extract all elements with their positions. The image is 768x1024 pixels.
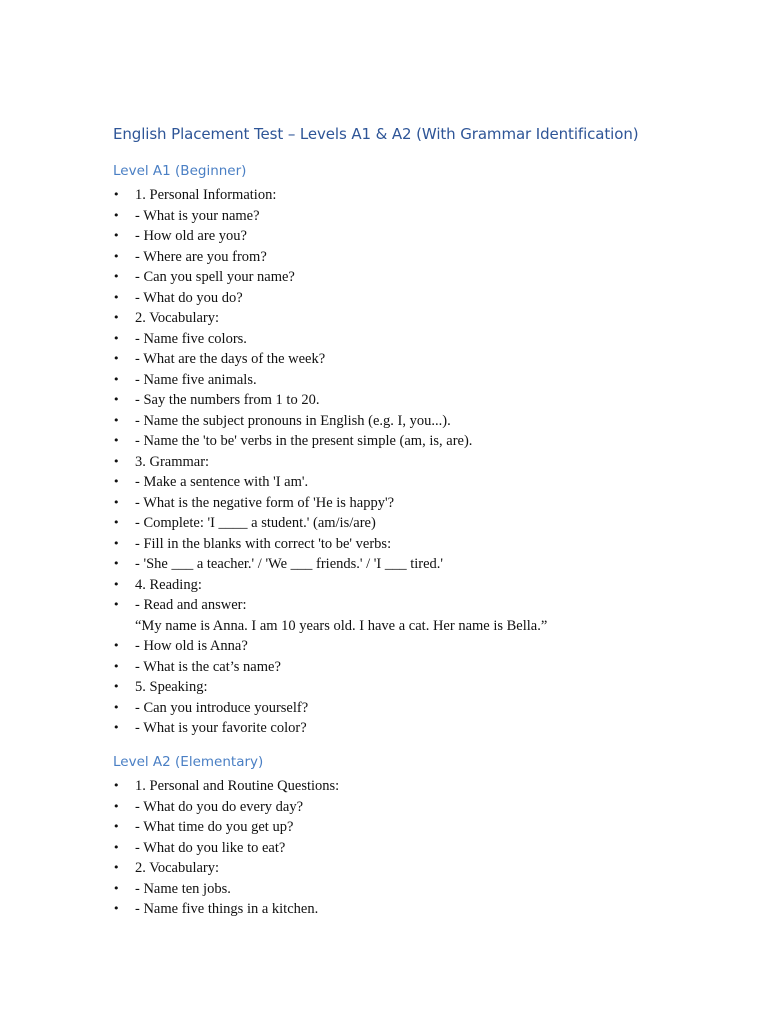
- list-item: [113, 226, 547, 247]
- bullet-icon: •: [113, 434, 120, 447]
- section-heading-a2: Level A2 (Elementary): [113, 754, 264, 770]
- bullet-icon: •: [113, 680, 120, 693]
- list-item: [113, 698, 547, 719]
- list-item: [113, 349, 547, 370]
- bullet-icon: •: [113, 208, 120, 222]
- bullet-icon: •: [113, 372, 120, 386]
- list-item-text: - Name the subject pronouns in English (e.g. I, you...).: [135, 412, 451, 429]
- list-item: [113, 657, 547, 678]
- list-item-text: - Fill in the blanks with correct 'to be' verbs:: [135, 535, 392, 552]
- list-item-text: 3. Grammar:: [135, 453, 210, 470]
- list-item-text: - Name the 'to be' verbs in the present simple (am, is, are).: [135, 433, 473, 449]
- list-item: [113, 472, 547, 493]
- bullet-icon: •: [113, 188, 120, 201]
- list-item-text: - Read and answer:: [135, 597, 247, 613]
- bullet-icon: •: [113, 229, 120, 242]
- bullet-icon: •: [113, 659, 120, 673]
- list-item: [113, 431, 547, 452]
- question-list-a1: [113, 185, 547, 739]
- list-item-text: - Make a sentence with 'I am'.: [135, 474, 309, 490]
- bullet-icon: •: [113, 270, 120, 283]
- list-item-text: 4. Reading:: [135, 576, 202, 593]
- list-item: [113, 858, 339, 879]
- bullet-icon: •: [113, 393, 120, 406]
- bullet-icon: •: [113, 721, 120, 734]
- document-title: English Placement Test – Levels A1 & A2 (With Grammar Identification): [113, 125, 639, 143]
- list-item-text: 2. Vocabulary:: [135, 860, 220, 876]
- list-item-text: - Say the numbers from 1 to 20.: [135, 392, 320, 408]
- list-item-text: - What do you like to eat?: [135, 839, 286, 856]
- bullet-icon: •: [113, 639, 120, 652]
- list-item-text: - How old are you?: [135, 228, 247, 244]
- bullet-icon: •: [113, 820, 120, 833]
- list-item-text: - What is your name?: [135, 207, 260, 224]
- bullet-icon: •: [113, 475, 120, 488]
- bullet-icon: •: [113, 331, 120, 345]
- list-item: [113, 308, 547, 329]
- list-item: [113, 411, 547, 432]
- bullet-icon: •: [113, 598, 120, 611]
- list-item: [113, 817, 339, 838]
- bullet-icon: •: [113, 249, 120, 263]
- list-item: [113, 575, 547, 596]
- list-item-text: “My name is Anna. I am 10 years old. I have a cat. Her name is Bella.”: [135, 617, 548, 634]
- list-item: [113, 206, 547, 227]
- list-item-text: - Complete: 'I ____ a student.' (am/is/are): [135, 515, 376, 531]
- list-item: [113, 595, 547, 616]
- list-item-text: - 'She ___ a teacher.' / 'We ___ friends.' / 'I ___ tired.': [135, 556, 444, 572]
- list-item: [113, 879, 339, 900]
- list-item: [113, 390, 547, 411]
- bullet-icon: •: [113, 577, 120, 591]
- list-item: [113, 776, 339, 797]
- list-item: [113, 452, 547, 473]
- list-item: [113, 185, 547, 206]
- bullet-icon: •: [113, 779, 120, 792]
- list-item: [113, 370, 547, 391]
- bullet-icon: •: [113, 352, 120, 365]
- list-item: [113, 797, 339, 818]
- question-list-a2: [113, 776, 339, 920]
- section-heading-a1: Level A1 (Beginner): [113, 163, 247, 179]
- list-item: [113, 267, 547, 288]
- list-item-text: - What is your favorite color?: [135, 720, 307, 736]
- list-item: [113, 513, 547, 534]
- bullet-icon: •: [113, 700, 120, 714]
- list-item: [113, 247, 547, 268]
- list-item: [113, 636, 547, 657]
- list-item-text: - Can you introduce yourself?: [135, 699, 309, 716]
- bullet-icon: •: [113, 311, 120, 324]
- bullet-icon: •: [113, 557, 120, 570]
- list-item-text: - Name five things in a kitchen.: [135, 901, 319, 917]
- bullet-icon: •: [113, 799, 120, 813]
- bullet-icon: •: [113, 881, 120, 895]
- list-item: [113, 554, 547, 575]
- list-item: [113, 899, 339, 920]
- list-item-text: - Name five colors.: [135, 330, 247, 347]
- bullet-icon: •: [113, 290, 120, 304]
- list-item-text: - What are the days of the week?: [135, 351, 326, 367]
- list-item-text: - What time do you get up?: [135, 819, 294, 835]
- bullet-icon: •: [113, 454, 120, 468]
- list-item-text: - What is the negative form of 'He is happy'?: [135, 494, 395, 511]
- list-item: [113, 616, 547, 637]
- list-item: [113, 288, 547, 309]
- list-item-text: - Where are you from?: [135, 248, 267, 265]
- list-item: [113, 718, 547, 739]
- bullet-icon: •: [113, 495, 120, 509]
- bullet-icon: •: [113, 840, 120, 854]
- list-item-text: - What do you do?: [135, 289, 243, 306]
- list-item-text: - What is the cat’s name?: [135, 658, 281, 675]
- bullet-icon: •: [113, 413, 120, 427]
- list-item: [113, 493, 547, 514]
- list-item: [113, 838, 339, 859]
- list-item-text: - What do you do every day?: [135, 798, 304, 815]
- list-item-text: 5. Speaking:: [135, 679, 208, 695]
- list-item-text: 1. Personal and Routine Questions:: [135, 778, 340, 794]
- list-item-text: - How old is Anna?: [135, 638, 248, 654]
- list-item: [113, 534, 547, 555]
- bullet-icon: •: [113, 902, 120, 915]
- list-item-text: 1. Personal Information:: [135, 187, 277, 203]
- list-item-text: - Name ten jobs.: [135, 880, 231, 897]
- list-item-text: - Can you spell your name?: [135, 269, 295, 285]
- list-item: [113, 677, 547, 698]
- bullet-icon: •: [113, 536, 120, 550]
- bullet-icon: •: [113, 516, 120, 529]
- bullet-icon: •: [113, 861, 120, 874]
- list-item-text: 2. Vocabulary:: [135, 310, 220, 326]
- list-item: [113, 329, 547, 350]
- list-item-text: - Name five animals.: [135, 371, 257, 388]
